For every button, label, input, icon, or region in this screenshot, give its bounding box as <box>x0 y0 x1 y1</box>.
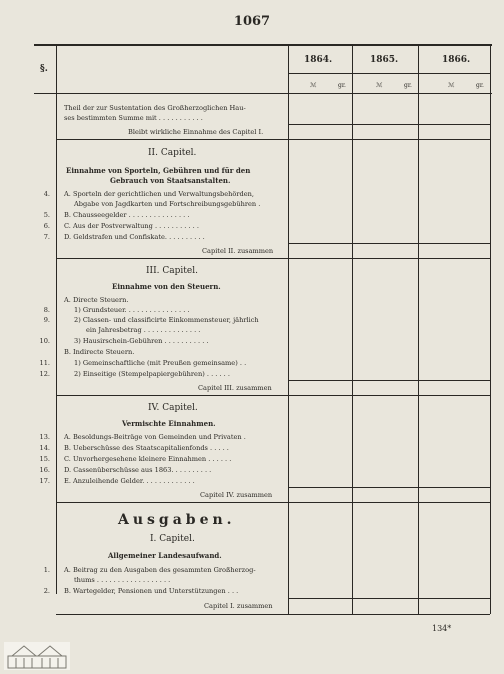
cap4-num-17: 17. <box>39 477 50 485</box>
bottom-rule <box>56 614 490 615</box>
footer-signature: 134* <box>432 624 452 633</box>
cap2-item-6: C. Aus der Postverwaltung . . . . . . . . . . . <box>64 222 199 230</box>
unit-1866-a: ℳ <box>448 82 455 89</box>
cap3-sum-rule <box>288 380 490 381</box>
header-top-rule <box>34 44 492 46</box>
cap2-item-7: D. Geldstrafen und Confiskate. . . . . . . . . . <box>64 233 205 241</box>
cap2-item-4: A. Sporteln der gerichtlichen und Verwaltungsbehörden, <box>64 190 254 198</box>
cap3-num-12: 12. <box>39 370 50 378</box>
cap4-item-15: C. Unvorhergesehene kleinere Einnahmen . . . . . . <box>64 455 232 463</box>
cap2-num-4: 4. <box>43 190 50 198</box>
cap4-separator <box>56 502 490 503</box>
cap4-item-13: A. Besoldungs-Beiträge von Gemeinden und Privaten . <box>64 433 246 441</box>
ausgaben-item-1b: thums . . . . . . . . . . . . . . . . . . <box>74 576 171 584</box>
cap4-num-15: 15. <box>39 455 50 463</box>
cap3-item-9b: ein Jahresbetrag . . . . . . . . . . . . . . <box>86 326 201 334</box>
cap2-num-5: 5. <box>43 211 50 219</box>
cap3-item-9: 2) Classen- und classificirte Einkommensteuer, jährlich <box>74 316 259 324</box>
ausgaben-heading: Allgemeiner Landesaufwand. <box>108 551 222 560</box>
intro-separator <box>56 139 490 140</box>
cap4-item-16: D. Cassenüberschüsse aus 1863. . . . . . . . . . <box>64 466 212 474</box>
year-column-line-3 <box>418 44 419 614</box>
intro-sum-rule <box>288 124 490 125</box>
cap3-num-8: 8. <box>43 306 50 314</box>
unit-1865-b: gr. <box>404 82 412 89</box>
ausgaben-item-1: A. Beitrag zu den Ausgaben des gesammten Großherzog- <box>64 566 256 574</box>
section-column-line <box>56 44 57 594</box>
year-subrule <box>288 73 490 74</box>
cap2-item-5: B. Chausseegelder . . . . . . . . . . . . . . . <box>64 211 190 219</box>
page-number: 1067 <box>233 14 271 29</box>
year-1866: 1866. <box>442 55 471 65</box>
cap3-item-12: 2) Einseitige (Stempelpapiergebühren) . . . . . . <box>74 370 230 378</box>
ausgaben-cap-title: I. Capitel. <box>150 534 195 544</box>
cap2-num-7: 7. <box>43 233 50 241</box>
cap3-num-10: 10. <box>39 337 50 345</box>
year-column-line-end <box>490 44 491 614</box>
header-bottom-rule <box>34 93 492 94</box>
cap4-total: Capitel IV. zusammen <box>200 491 273 499</box>
cap3-item-a: A. Directe Steuern. <box>64 296 129 304</box>
cap3-total: Capitel III. zusammen <box>198 384 272 392</box>
cap3-separator <box>56 395 490 396</box>
cap2-heading-1: Einnahme von Sporteln, Gebühren und für den <box>66 166 251 175</box>
section-symbol: §. <box>40 64 48 74</box>
ausgaben-item-2: B. Wartegelder, Pensionen und Unterstützungen . . . <box>64 587 239 595</box>
cap3-item-10: 3) Hausirschein-Gebühren . . . . . . . . . . . <box>74 337 209 345</box>
cap4-num-16: 16. <box>39 466 50 474</box>
cap3-item-b: B. Indirecte Steuern. <box>64 348 135 356</box>
cap3-heading: Einnahme von den Steuern. <box>112 282 221 291</box>
ausgaben-title: Ausgaben. <box>118 512 236 528</box>
cap2-title: II. Capitel. <box>148 148 197 158</box>
library-building-logo <box>4 642 70 670</box>
year-column-line-1 <box>288 44 289 614</box>
cap3-num-11: 11. <box>39 359 50 367</box>
cap4-heading: Vermischte Einnahmen. <box>122 419 216 428</box>
year-1864: 1864. <box>304 55 333 65</box>
cap3-item-11: 1) Gemeinschaftliche (mit Preußen gemeinsame) . . <box>74 359 247 367</box>
cap4-sum-rule <box>288 487 490 488</box>
cap4-num-13: 13. <box>39 433 50 441</box>
ausgaben-num-2: 2. <box>43 587 50 595</box>
unit-1865-a: ℳ <box>376 82 383 89</box>
ausgaben-total: Capitel I. zusammen <box>204 602 273 610</box>
cap4-title: IV. Capitel. <box>148 403 198 413</box>
cap2-item-4b: Abgabe von Jagdkarten und Fortschreibungsgebühren . <box>74 200 261 208</box>
unit-1864-b: gr. <box>338 82 346 89</box>
intro-line-1: Theil der zur Sustentation des Großherzoglichen Hau- <box>64 104 246 112</box>
ausgaben-sum-rule <box>288 598 490 599</box>
ausgaben-num-1: 1. <box>43 566 50 574</box>
cap4-item-17: E. Anzuleihende Gelder. . . . . . . . . . . . . <box>64 477 195 485</box>
cap3-item-8: 1) Grundsteuer. . . . . . . . . . . . . . . . <box>74 306 190 314</box>
intro-total: Bleibt wirkliche Einnahme des Capitel I. <box>128 128 264 136</box>
cap4-num-14: 14. <box>39 444 50 452</box>
year-1865: 1865. <box>370 55 399 65</box>
cap3-title: III. Capitel. <box>146 266 198 276</box>
unit-1864-a: ℳ <box>310 82 317 89</box>
cap2-sum-rule <box>288 243 490 244</box>
cap2-num-6: 6. <box>43 222 50 230</box>
cap2-total: Capitel II. zusammen <box>202 247 274 255</box>
intro-line-2: ses bestimmten Summe mit . . . . . . . . . . . <box>64 114 203 122</box>
cap2-heading-2: Gebrauch von Staatsanstalten. <box>110 176 231 185</box>
cap3-num-9: 9. <box>43 316 50 324</box>
cap4-item-14: B. Ueberschüsse des Staatscapitalienfonds . . . . . <box>64 444 229 452</box>
year-column-line-2 <box>352 44 353 614</box>
unit-1866-b: gr. <box>476 82 484 89</box>
cap2-separator <box>56 258 490 259</box>
